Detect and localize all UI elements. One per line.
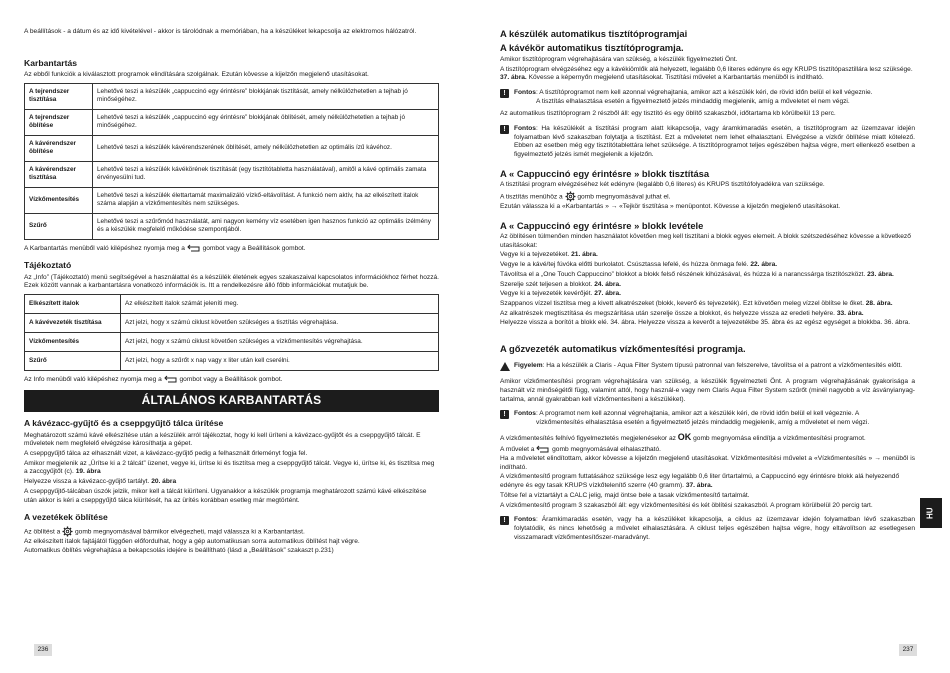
maintenance-table [24,83,439,240]
section-banner: ÁLTALÁNOS KARBANTARTÁS [24,390,439,412]
left-column [24,28,439,557]
right-column [500,28,915,546]
back-arrow-icon [187,244,201,252]
step-line: Vegye ki a tejvezetéket. 21. ábra. [500,251,598,259]
exclamation-icon: ! [500,89,509,98]
zacc-p1: Meghatározott számú kávé elkészítése után a készülék arról tájékoztat, hogy ki kell üríteni a kávézacc-gyűjtőt és a cseppgyűjtő tálcát. E műveletek nem megfelelő elvégzése károsíthatja a gépet. [24,431,421,448]
warning-block-4: ! Fontos: A programot nem kell azonnal végrehajtania, amikor azt a készülék kéri, de rövid időn belül el kell végeznie. A vízkőmentesítés elhalasztása esetén a figyelmeztető jelzés mindaddig megjelenik, amíg a műveletet el nem végzi. [500,410,915,427]
gear-icon [62,526,73,537]
cap1-p3: Ezután válassza ki a «Karbantartás » → «Tejkör tisztítása » menüpontot. Kövesse a kijelzőn megjelenő utasításokat. [500,202,841,210]
table-key-cell: A kávérendszer tisztítása [25,161,93,187]
table-value-cell: Lehetővé teszi a szűrőmód használatát, ami nagyon kemény víz esetében igen hasznos funkció az optimális ízélmény és a készülék megfelelő működése szempontjából. [93,213,439,239]
table-row [25,351,439,370]
goz-p2: A vízkőmentesítés felhívó figyelmeztetés megjelenésekor az OK gomb megnyomása elindítja a vízkőmentesítési programot. [500,431,866,442]
coffee-p3: Az automatikus tisztítóprogram 2 részből áll: egy tisztító és egy öblítő szakaszból, időtartama kb körülbelül 13 perc. [500,110,836,118]
coffee-p1: Amikor tisztítóprogram végrehajtására van szükség, a készülék figyelmezteti Önt. [500,55,738,63]
step-line: Szerelje szét teljesen a blokkot. 24. ábra. [500,280,621,288]
coffee-clean-heading: A kávékör automatikus tisztítóprogramja. [500,42,684,54]
table-key-cell: Szűrő [25,351,121,370]
gear-icon [565,191,576,202]
ok-button-symbol: OK [677,431,692,442]
table-key-cell: A tejrendszer tisztítása [25,83,93,109]
table-key-cell: Szűrő [25,213,93,239]
steam-descale-heading: A gőzvezeték automatikus vízkőmentesítési programja. [500,343,746,355]
exclamation-icon: ! [500,125,509,134]
tajekoztato-heading: Tájékoztató [24,260,72,271]
table-key-cell: Vízkőmentesítés [25,332,121,351]
zacc-p4: Helyezze vissza a kávézacc-gyűjtő tartályt. 20. ábra [24,478,177,486]
tajekoztato-intro: Az „Info” (Tájékoztató) menü segítségével a használattal és a készülék életének egyes szakaszaival kapcsolatos információkhoz férhet hozzá. Ezek között vannak a karbantartásra vonatkozó információk is. Itt a rendelkezésre álló főbb információkat mutatjuk be. [24,273,439,290]
exclamation-icon: ! [500,410,509,419]
exclamation-icon: ! [500,516,509,525]
zacc-p2: A cseppgyűjtő tálca az elhasznált vizet, a kávézacc-gyűjtő pedig a felhasznált őrleményt fogja fel. [24,449,308,457]
table-row [25,294,439,313]
table-key-cell: A kávévezeték tisztítása [25,313,121,332]
caution-block: Figyelem: Ha a készülék a Claris - Aqua Filter System típusú patronnal van felszerelve, távolítsa el a patront a vízkőmentesítés előtt. [500,362,915,375]
step-line: Szappanos vízzel tisztítsa meg a kivett alkatrészeket (blokk, keverő és tejvezeték). Ezt követően meleg vízzel öblítse le őket. 28. ábra. [500,299,893,307]
intro-text: A beállítások - a dátum és az idő kivételével - akkor is tárolódnak a memóriában, ha a készüléket lekapcsolja az elektromos hálózatról. [24,28,417,35]
cap2-p1: Az öblítésen túlmenően minden használatot követően meg kell tisztítani a blokk egyes elemeit. A blokk szétszedéséhez kövesse a következő utasításokat: [500,233,911,249]
table-row [25,161,439,187]
cap1-p1: A tisztítási program elvégzéséhez két edényre (legalább 0,6 literes) és KRUPS tisztítófolyadékra van szüksége. [500,181,825,189]
cappuccino-clean-heading: A « Cappuccinó egy érintésre » blokk tisztítása [500,167,710,179]
cap2-last: Helyezze vissza a borítót a blokk elé. 34. ábra. Helyezze vissza a keverőt a tejvezetékbe 35. ábra és az egész egységet a blokkba. 36. ábra. [500,319,911,327]
info-exit-text: Az Info menüből való kilépéshez nyomja meg a gombot vagy a Beállítások gombot. [24,375,283,383]
table-row [25,313,439,332]
table-key-cell: Elkészített italok [25,294,121,313]
table-value-cell: Lehetővé teszi a készülék élettartamát maximalizáló vízkő-eltávolítást. A funkció nem aktív, ha az elkészített italok száma alapján a vízkőmentesítés nem szükséges. [93,187,439,213]
zacc-heading: A kávézacc-gyűjtő és a cseppgyűjtő tálca ürítése [24,418,224,429]
vezetek-p1: Az öblítést a gomb megnyomásával bármikor elvégezheti, majd válassza ki a Karbantartást. [24,526,439,537]
warning-block-5: ! Fontos: Áramkimaradás esetén, vagy ha a készüléket kikapcsolja, a ciklus az üzemzavar idején folyamatban lévő szakaszban folytatódik, és nincs lehetőség a művelet elhalasztására. A ciklust teljes egészében hajtsa végre, hogy eltávolítson az esetlegesen visszamaradt vízkőmentesítőszer-maradványt. [500,516,915,542]
table-value-cell: Lehetővé teszi a készülék kávékörének tisztítását (egy tisztítótabletta használatával), amitől a kávé optimális zamata érvényesülni tud. [93,161,439,187]
cap1-p2: A tisztítás menühöz a gomb megnyomásával juthat el. [500,191,915,202]
back-arrow-icon [536,445,550,453]
step-line: Távolítsa el a „One Touch Cappuccino” blokkot a blokk felső részének kihúzásával, és húzza ki a narancssárga tisztítószközt. 23. ábra. [500,270,894,278]
table-row [25,187,439,213]
karbantartas-intro: Az ebből funkciók a kiválasztott programok elindítására szolgálnak. Ezután kövesse a kijelzőn megjelenő utasításokat. [24,71,369,79]
triangle-warning-icon [500,362,510,371]
table-value-cell: Azt jelzi, hogy x számú ciklust követően szükséges a tisztítás végrehajtása. [121,313,439,332]
table-row [25,213,439,239]
table-row [25,109,439,135]
goz-p4: Ha a műveletet elindítottam, akkor kövesse a kijelzőn megjelenő utasításokat. Vízkőmentesítési művelet a «Vízkőmentesítés » → menüből is indítható. [500,455,915,471]
table-value-cell: Azt jelzi, hogy x számú ciklust követően szükséges a vízkőmentesítés végrehajtása. [121,332,439,351]
goz-p7: A vízkőmentesítő program 3 szakaszból áll: egy vízkőmentesítési és két öblítési szakaszból. A program körülbelül 20 percig tart. [500,501,873,509]
table-key-cell: A tejrendszer öblítése [25,109,93,135]
table-row [25,332,439,351]
info-table [24,294,439,371]
vezetek-p3: Automatikus öblítés végrehajtása a bekapcsolás idejére is beállítható (lásd a „Beállítások” szakaszt p.231) [24,547,334,555]
step-line: Az alkatrészek megtisztítása és megszárítása után szerelje össze a blokkot, és helyezze vissza az eredeti helyére. 33. ábra. [500,309,864,317]
goz-p3: A művelet a gomb megnyomásával elhalasztható. [500,445,661,453]
auto-programs-heading: A készülék automatikus tisztítóprogramjai [500,28,688,39]
maintenance-exit-text: A Karbantartás menüből való kilépéshez nyomja meg a gombot vagy a Beállítások gombot. [24,244,306,252]
page-number-right: 237 [899,644,917,656]
back-arrow-icon [164,375,178,383]
karbantartas-heading: Karbantartás [24,57,78,68]
warning-block-2: ! Fontos: Ha készülékét a tisztítási program alatt kikapcsolja, vagy áramkimaradás esetén, a tisztítóprogram az üzemzavar idején folyamatban lévő szakaszban folytatja a tisztítást. Ezt a műveletet nem lehet elhalasztani. Elvégzése a vízkőr öblítése miatt kötelező. Ebben az esetben még egy tisztítótablettára lehet szüksége. A tisztítóprogramot teljes egészében hajtsa végre, mert ellenkező esetben a figyelmeztető jelzés ismét megjelenik a kijelzőn. [500,125,915,160]
cappuccino-remove-heading: A « Cappuccinó egy érintésre » blokk levétele [500,219,704,231]
vezetek-heading: A vezetékek öblítése [24,512,108,523]
page-number-left: 236 [34,644,52,656]
goz-p5: A vízkőmentesítő program futtatásához szüksége lesz egy legalább 0,6 liter űrtartalmú, a Cappuccinó egy érintésre blokk alá helyezendő edényre és egy tasak KRUPS vízkőtelenítő szerre (40 gramm). 37. ábra. [500,473,900,490]
vezetek-p2: Az elkészített italok fajtájától függően előfordulhat, hogy a gép automatikusan sorra automatikus öblítést hajt végre. [24,537,360,545]
goz-p1: Amikor vízkőmentesítési program végrehajtására van szükség, a készülék figyelmezteti Önt. A program végrehajtásának gyakorisága a használt víz minőségétől függ, valamint attól, hogy használ-e vagy nem Claris Aqua Filter System szűrőt (minél nagyobb a víz ásványianyag-tartalma, annál gyakrabban kell vízkőmentesíteni a készüléket). [500,378,915,403]
warning-block-1: ! Fontos: A tisztítóprogramot nem kell azonnal végrehajtania, amikor azt a készülék kéri, de rövid időn belül el kell végeznie. A tisztítás elhalasztása esetén a figyelmeztető jelzés mindaddig megjelenik, amíg a műveletet el nem végzi. [500,89,915,106]
table-value-cell: Lehetővé teszi a készülék kávérendszerének öblítését, amely nélkülözhetetlen az optimális ízű kávéhoz. [93,135,439,161]
table-row [25,135,439,161]
table-key-cell: A kávérendszer öblítése [25,135,93,161]
step-line: Vegye ki a tejvezeték kevérőjét. 27. ábra. [500,290,621,298]
cap2-steps [500,251,915,318]
step-line: Vegye le a kávé/tej fúvóka előtti burkolatot. Csúsztassa lefelé, és húzza önmaga felé. 22. ábra. [500,261,778,269]
table-value-cell: Lehetővé teszi a készülék „cappuccinó egy érintésre” blokkjának tisztítását, amely nélkülözhetetlen a tejhab jó minőségéhez. [93,83,439,109]
table-value-cell: Azt jelzi, hogy a szűrőt x nap vagy x liter után kell cserélni. [121,351,439,370]
table-row [25,83,439,109]
goz-p6: Töltse fel a víztartályt a CALC jelig, majd öntse bele a tasak vízkőmentesítő tartalmát. [500,491,750,499]
language-tab: HU [920,498,942,528]
table-key-cell: Vízkőmentesítés [25,187,93,213]
coffee-p2: A tisztítóprogram elvégzéséhez egy a kávékiömlők alá helyezett, legalább 0,6 literes edényre és egy KRUPS tisztítópasztillára lesz szüksége. 37. ábra. Kövesse a képernyőn megjelenő utasításokat. Tisztítási művelet a Karbantartás menüből is indítható. [500,65,913,82]
table-value-cell: Az elkészített italok számát jeleníti meg. [121,294,439,313]
table-value-cell: Lehetővé teszi a készülék „cappuccinó egy érintésre” blokkjának öblítését, amely nélkülözhetetlen a tejhab jó minőségéhez. [93,109,439,135]
zacc-p5: A cseppgyűjtő-tálcában úszók jelzik, mikor kell a tálcát kiüríteni. Ugyanakkor a készülék programja meghatározott számú kávé elkészítése után akkor is kéri a cseppgyűjtő tálca kiürítését, ha az ürítés korábban esetleg már megtörtént. [24,487,427,504]
zacc-p3: Amikor megjelenik az „Ürítse ki a 2 tálcát” üzenet, vegye ki, ürítse ki és tisztítsa meg a cseppgyűjtő tálcát. Vegye ki, ürítse ki, és tisztítsa meg a zaccgyűjtőt (c). 19. ábra [24,459,435,476]
